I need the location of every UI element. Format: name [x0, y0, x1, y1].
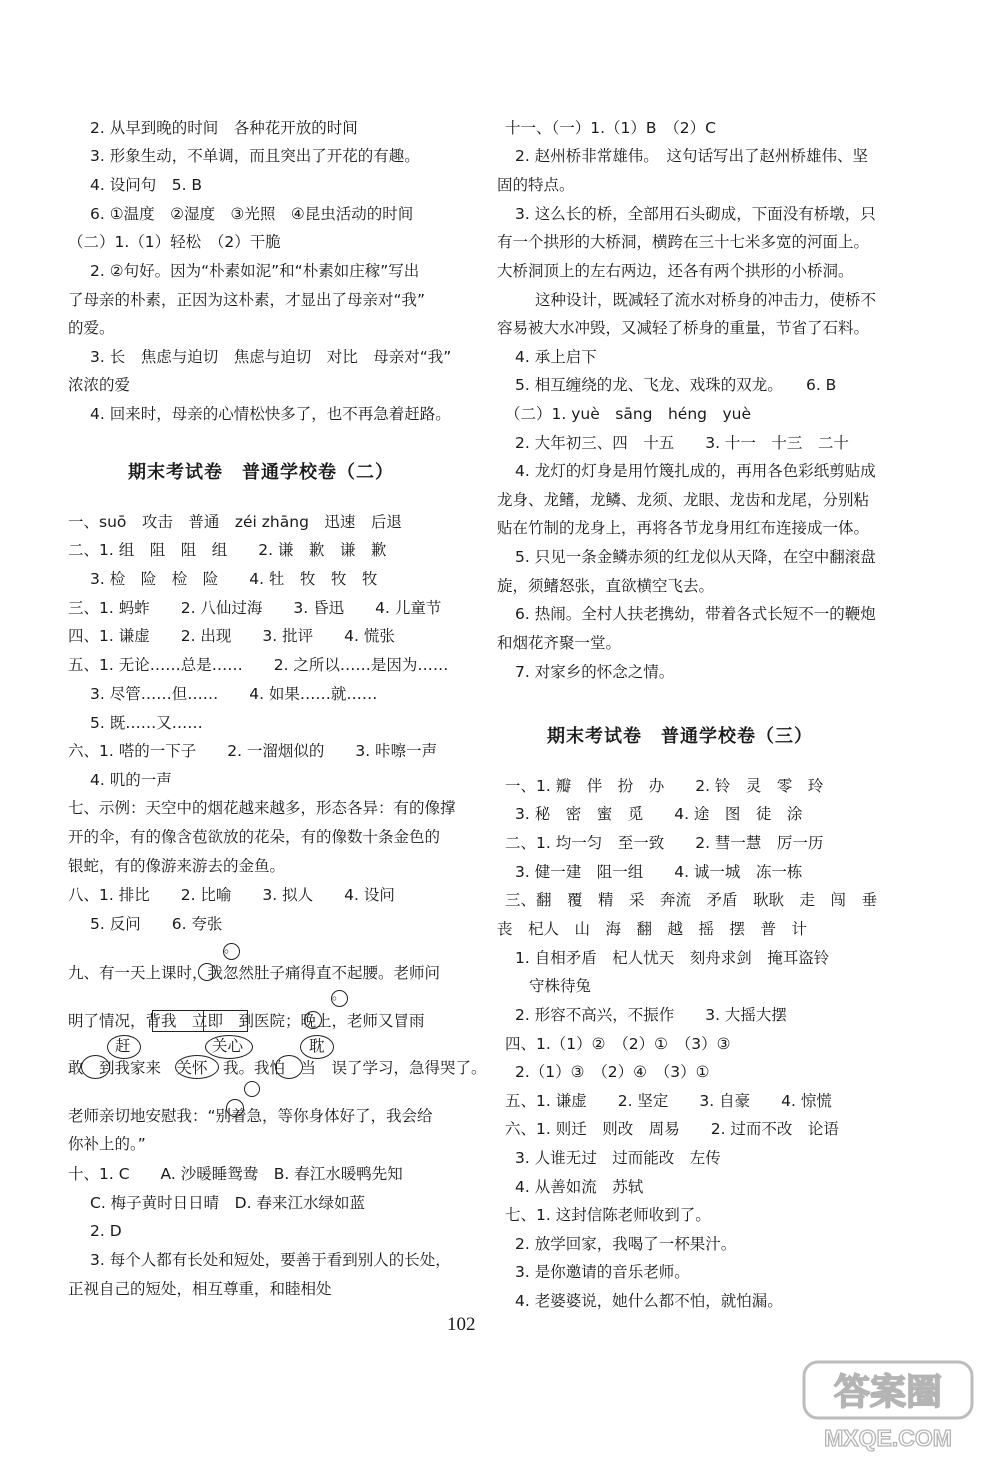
- right-answer-line: 3. 秘 密 蜜 觅 4. 途 图 徒 涂: [515, 805, 803, 823]
- right-answer-line: 三、翻 覆 精 采 奔流 矛盾 耿耿 走 闯 垂: [505, 891, 878, 909]
- correction-dan: 耽: [309, 1037, 325, 1055]
- right-answer-line: 贴在竹制的龙身上，再将各节龙身用红布连接成一体。: [497, 519, 870, 537]
- left-answer-line: 三、1. 蚂蚱 2. 八仙过海 3. 昏迅 4. 儿童节: [68, 599, 442, 617]
- watermark-url-text: MXQE.COM: [824, 1425, 952, 1451]
- right-answer-line: 2. 放学回家，我喝了一杯果汁。: [515, 1235, 737, 1253]
- watermark-logo-text: 答案圈: [833, 1372, 943, 1413]
- watermark-logo: [798, 1358, 978, 1453]
- left-answer-line: 3. 尽管……但…… 4. 如果……就……: [90, 685, 378, 703]
- left-answer-line: 十、1. C A. 沙暖睡鸳鸯 B. 春江水暖鸭先知: [68, 1165, 403, 1183]
- left-answer-line: 一、suō 攻击 普通 zéi zhāng 迅速 后退: [68, 513, 402, 531]
- right-answer-line: 丧 杞人 山 海 翻 越 摇 摆 普 计: [497, 920, 808, 938]
- left-answer-line: 5. 既……又……: [90, 714, 203, 732]
- right-answer-line: 这种设计，既减轻了流水对桥身的冲击力，使桥不: [535, 291, 877, 309]
- left-answer-line: 四、1. 谦虚 2. 出现 3. 批评 4. 慌张: [68, 627, 395, 645]
- left-answer-line: 4. 设问句 5. B: [90, 176, 203, 194]
- left-answer-line: 你补上的。”: [68, 1135, 146, 1153]
- right-answer-line: 3. 是你邀请的音乐老师。: [515, 1263, 690, 1281]
- right-answer-line: 6. 热闹。全村人扶老携幼，带着各式长短不一的鞭炮: [515, 605, 876, 623]
- left-answer-line: 3. 形象生动，不单调，而且突出了开花的有趣。: [90, 147, 420, 165]
- left-answer-line: 了母亲的朴素，正因为这朴素，才显出了母亲对“我”: [68, 291, 426, 309]
- swap-box-left: [152, 1010, 204, 1032]
- page-number: 102: [447, 1314, 476, 1335]
- right-answer-line: 2.（1）③ （2）④ （3）①: [515, 1063, 710, 1081]
- right-answer-line: 5. 只见一条金鳞赤须的红龙似从天降，在空中翻滚盘: [515, 548, 876, 566]
- left-answer-line: 3. 检 险 检 险 4. 牡 牧 牧 牧: [90, 570, 378, 588]
- section-title-exam-2: 期末考试卷 普通学校卷（二）: [128, 462, 394, 483]
- left-answer-line: 6. ①温度 ②湿度 ③光照 ④昆虫活动的时间: [90, 205, 414, 223]
- right-answer-line: 六、1. 则迁 则改 周易 2. 过而不改 论语: [505, 1120, 839, 1138]
- right-answer-line: 旋，须鳍怒张，直欲横空飞去。: [497, 577, 715, 595]
- left-answer-line: 2. D: [90, 1222, 122, 1240]
- insertion-mark-ju: [198, 963, 216, 981]
- right-answer-line: 3. 人谁无过 过而能改 左传: [515, 1149, 721, 1167]
- right-answer-line: 七、1. 这封信陈老师收到了。: [505, 1206, 711, 1224]
- left-answer-line: 开的伞，有的像含苞欲放的花朵，有的像数十条金色的: [68, 828, 441, 846]
- left-answer-line: 老师亲切地安慰我：“别着急，等你身体好了，我会给: [68, 1107, 433, 1125]
- correction-gan: 赶: [115, 1037, 131, 1055]
- circle-guanhuai-wrong: [175, 1055, 219, 1079]
- left-answer-line: 3. 每个人都有长处和短处，要善于看到别人的长处，: [90, 1251, 451, 1269]
- left-answer-line: 4. 叽的一声: [90, 771, 172, 789]
- right-answer-line: 有一个拱形的大桥洞，横跨在三十七米多宽的河面上。: [497, 233, 870, 251]
- left-answer-line: 4. 回来时，母亲的心情松快多了，也不再急着赶路。: [90, 405, 451, 423]
- left-answer-line: 八、1. 排比 2. 比喻 3. 拟人 4. 设问: [68, 886, 395, 904]
- correction-guanxin: 关心: [212, 1037, 244, 1055]
- insertion-mark-hao: [304, 1011, 322, 1029]
- right-answer-line: 3. 这么长的桥，全部用石头砌成，下面没有桥墩，只: [515, 205, 876, 223]
- left-answer-line: 敢 到我家来 关怀 我。我怕 当 误了学习，急得哭了。: [68, 1059, 487, 1077]
- right-answer-line: 五、1. 谦虚 2. 坚定 3. 自豪 4. 惊慌: [505, 1092, 832, 1110]
- right-answer-line: 龙身、龙鳍，龙鳞、龙须、龙眼、龙齿和龙尾，分别粘: [497, 491, 870, 509]
- insertion-mark-hao-text: 。: [332, 988, 346, 1003]
- left-answer-line: 五、1. 无论……总是…… 2. 之所以……是因为……: [68, 656, 449, 674]
- left-answer-line: C. 梅子黄时日日晴 D. 春来江水绿如蓝: [90, 1194, 365, 1212]
- right-answer-line: 2. 大年初三、四 十五 3. 十一 十三 二十: [515, 434, 849, 452]
- right-answer-line: 1. 自相矛盾 杞人忧天 刻舟求剑 掩耳盗铃: [515, 949, 830, 967]
- right-answer-line: 7. 对家乡的怀念之情。: [515, 663, 675, 681]
- right-answer-line: 和烟花齐聚一堂。: [497, 634, 622, 652]
- left-answer-line: 七、示例：天空中的烟花越来越多，形态各异：有的像撑: [68, 799, 456, 817]
- left-answer-line: 明了情况，背我 立即 到医院；晚上，老师又冒雨: [68, 1012, 425, 1030]
- right-answer-line: 2. 形容不高兴，不振作 3. 大摇大摆: [515, 1006, 787, 1024]
- insertion-mark-ju-text: 。: [224, 941, 238, 956]
- right-answer-line: 守株待兔: [529, 977, 592, 995]
- right-answer-line: 二、1. 均一匀 至一致 2. 彗一慧 厉一历: [505, 834, 824, 852]
- right-answer-line: 4. 从善如流 苏轼: [515, 1178, 644, 1196]
- left-answer-line: 六、1. 嗒的一下子 2. 一溜烟似的 3. 咔嚓一声: [68, 742, 438, 760]
- right-answer-line: 四、1.（1）② （2）① （3）③: [505, 1035, 731, 1053]
- swap-box-right: [203, 1010, 248, 1032]
- circle-dang-wrong: [275, 1055, 303, 1079]
- right-answer-line: 容易被大水冲毁，又减轻了桥身的重量，节省了石料。: [497, 319, 870, 337]
- right-answer-line: 4. 老婆婆说，她什么都不怕，就怕漏。: [515, 1292, 783, 1310]
- left-answer-line: 正视自己的短处，相互尊重，和睦相处: [68, 1280, 332, 1298]
- insertion-mark-top-colon: [244, 1081, 260, 1097]
- insertion-mark-colon: [226, 1099, 244, 1117]
- left-answer-line: 2. ②句好。因为“朴素如泥”和“朴素如庄稼”写出: [90, 262, 420, 280]
- right-answer-line: 固的特点。: [497, 176, 575, 194]
- left-answer-line: 2. 从早到晚的时间 各种花开放的时间: [90, 119, 358, 137]
- section-title-exam-3: 期末考试卷 普通学校卷（三）: [547, 726, 813, 747]
- left-answer-line: （二）1.（1）轻松 （2）干脆: [68, 233, 281, 251]
- left-answer-line: 二、1. 组 阻 阻 组 2. 谦 歉 谦 歉: [68, 541, 387, 559]
- right-answer-line: （二）1. yuè sāng héng yuè: [505, 405, 752, 423]
- right-answer-line: 大桥洞顶上的左右两边，还各有两个拱形的小桥洞。: [497, 262, 854, 280]
- left-answer-line: 浓浓的爱: [68, 376, 131, 394]
- right-answer-line: 4. 承上启下: [515, 348, 597, 366]
- right-answer-line: 十一、（一）1.（1）B （2）C: [505, 119, 716, 137]
- circle-gan-wrong: [81, 1055, 110, 1079]
- right-answer-line: 3. 健一建 阻一组 4. 诚一城 冻一栋: [515, 863, 803, 881]
- left-answer-line: 5. 反问 6. 夸张: [90, 915, 223, 933]
- right-answer-line: 2. 赵州桥非常雄伟。 这句话写出了赵州桥雄伟、坚: [515, 147, 868, 165]
- left-answer-line: 的爱。: [68, 319, 115, 337]
- right-answer-line: 4. 龙灯的灯身是用竹篾扎成的，再用各色彩纸剪贴成: [515, 462, 876, 480]
- left-answer-line: 九、有一天上课时，我忽然肚子痛得直不起腰。老师问: [68, 964, 441, 982]
- left-answer-line: 3. 长 焦虑与迫切 焦虑与迫切 对比 母亲对“我”: [90, 348, 452, 366]
- right-answer-line: 5. 相互缠绕的龙、飞龙、戏珠的双龙。 6. B: [515, 376, 837, 394]
- right-answer-line: 一、1. 瓣 伴 扮 办 2. 铃 灵 零 玲: [505, 777, 824, 795]
- left-answer-line: 银蛇，有的像游来游去的金鱼。: [68, 857, 286, 875]
